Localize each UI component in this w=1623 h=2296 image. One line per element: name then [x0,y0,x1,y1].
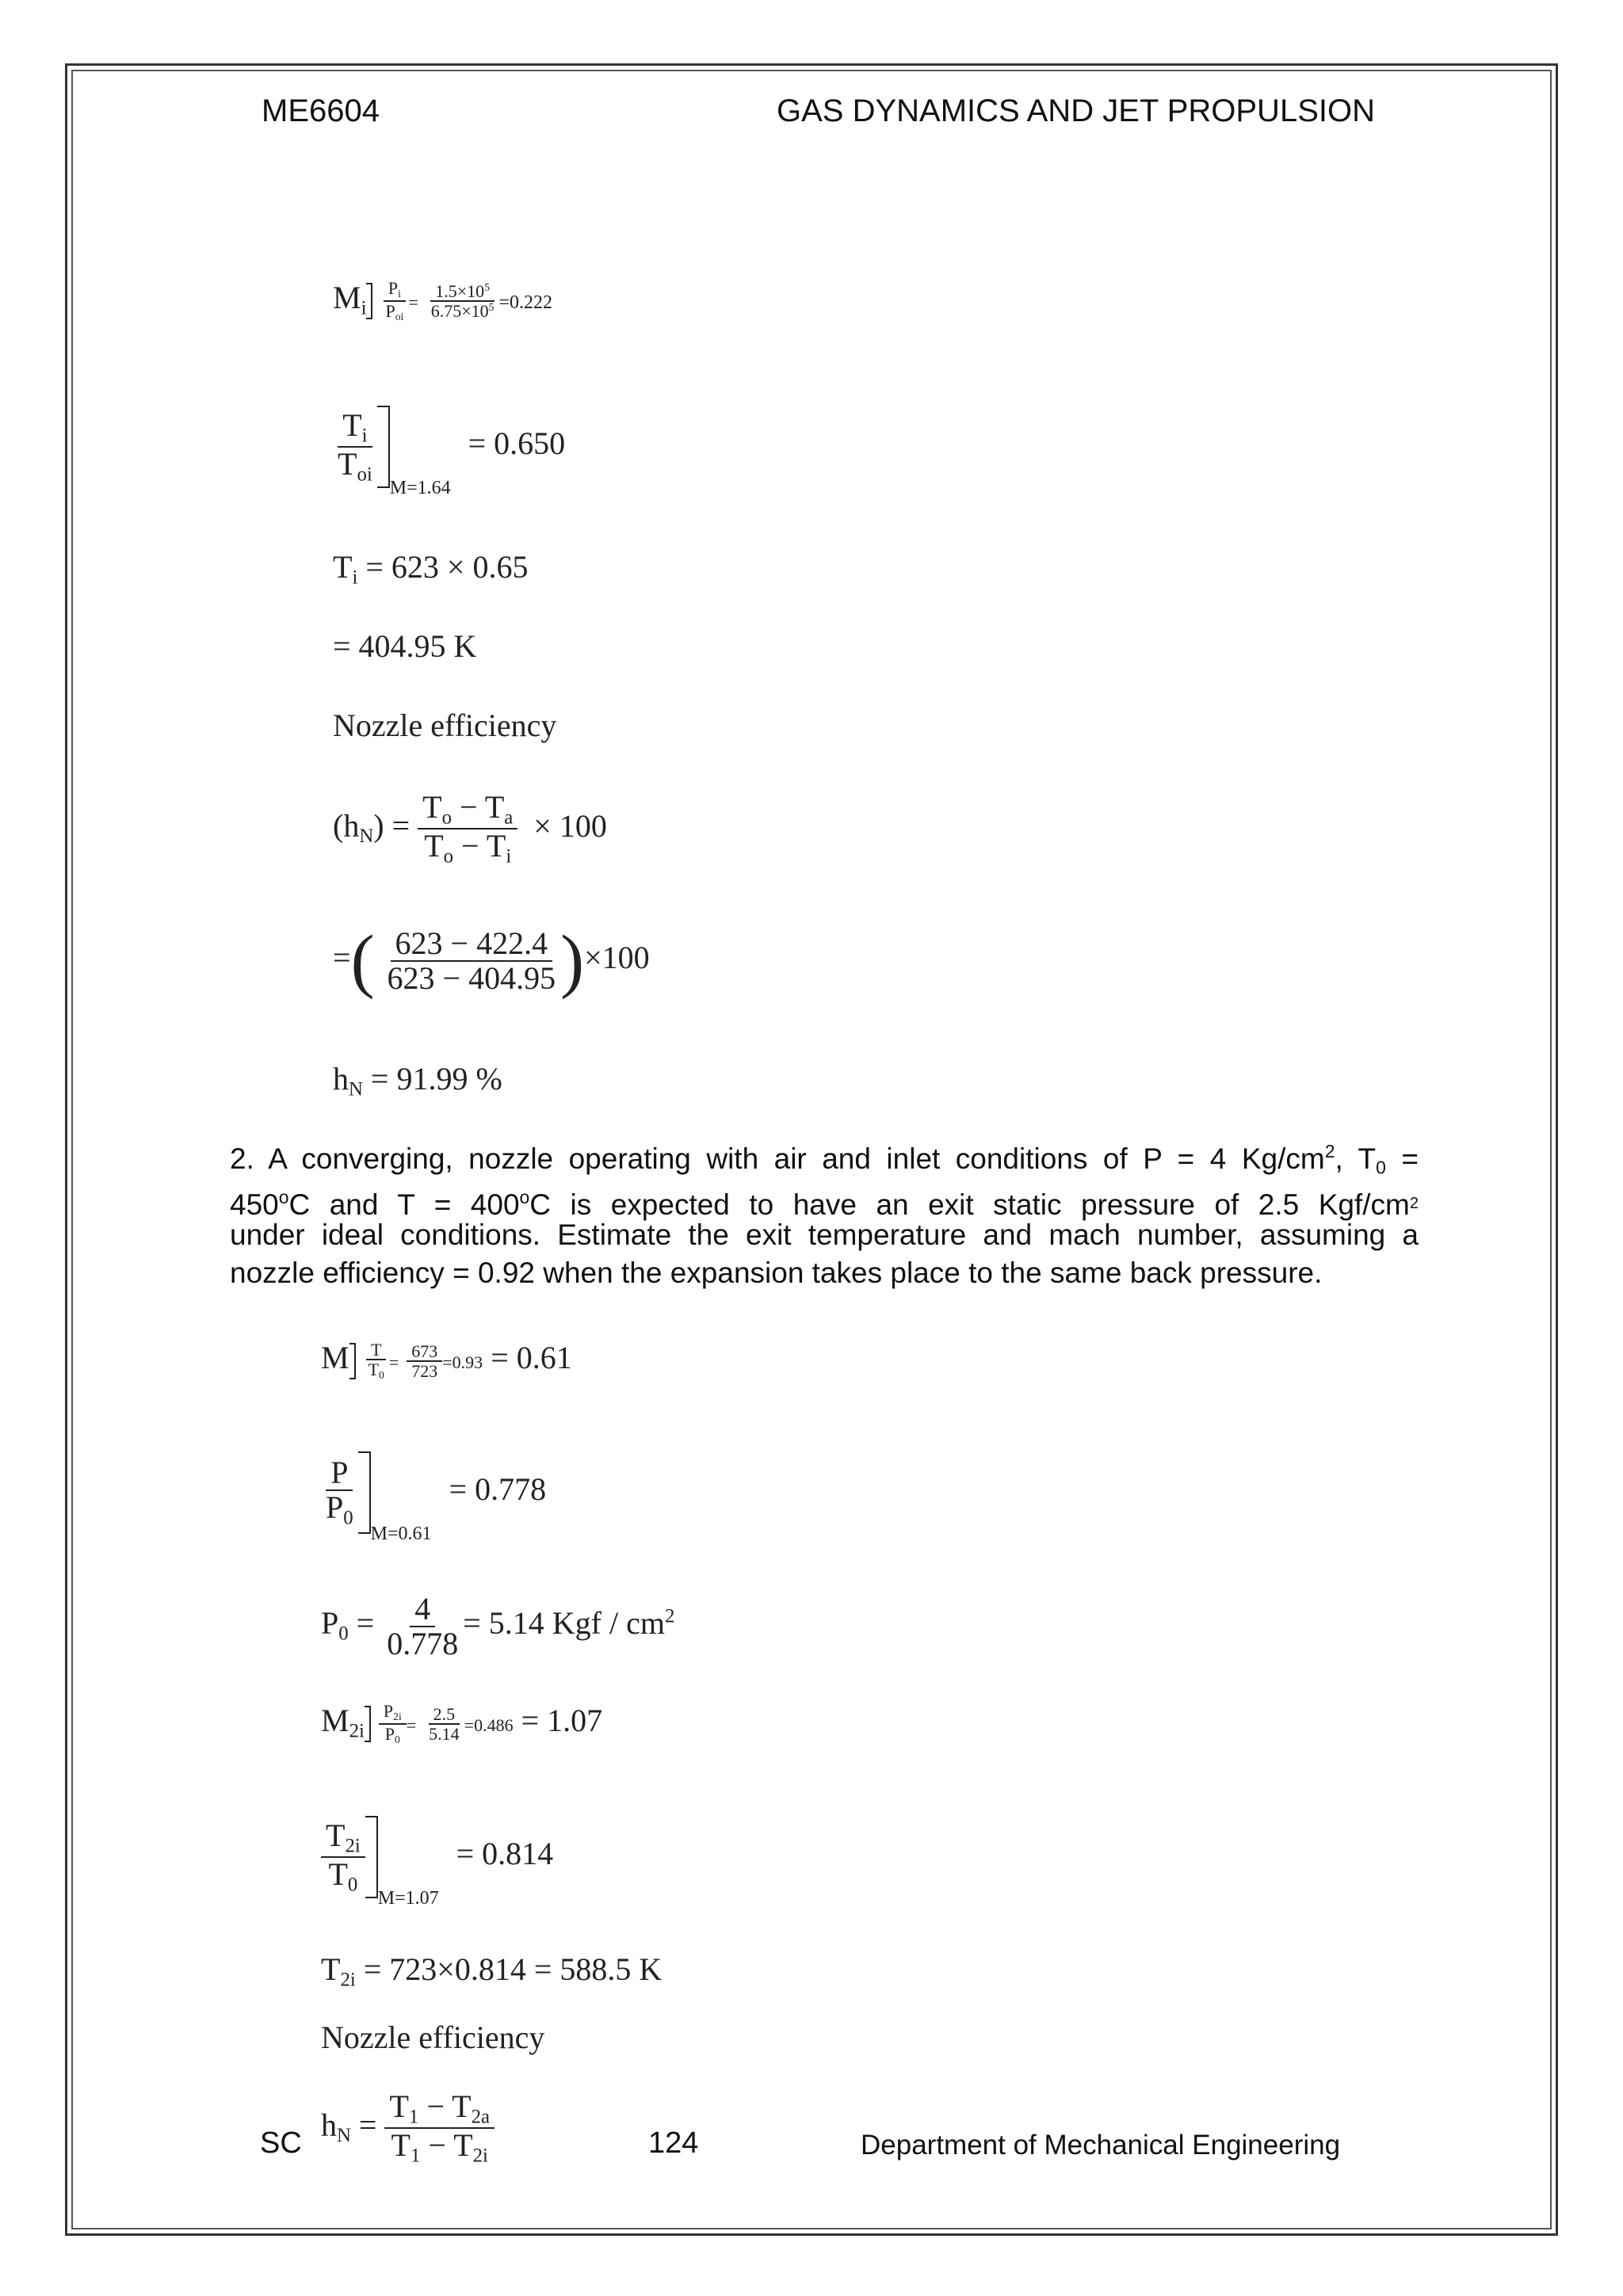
mi-sub: i [361,297,367,319]
nozzle-efficiency-heading-2: Nozzle efficiency [321,2019,545,2055]
ti-ratio-equation [333,406,565,499]
course-title: GAS DYNAMICS AND JET PROPULSION [777,93,1375,128]
efficiency-result-1: $h_N = 91.99$ % [333,1061,502,1100]
ti-calculation: $T_i = 623 \times 0.65$ [333,549,529,589]
efficiency-substitution-1: =( $\frac{623 - 422.4}{623 - 404.95}$ )×100 [333,921,650,1000]
page-number: 124 [648,2126,699,2160]
mi-label: M [333,280,361,315]
p-ratio-equation: $\frac{P}{P_0}$ $_{M=0.61}$ = 0.778 [321,1451,546,1545]
problem-2-statement: 2. A converging, nozzle operating with air and inlet conditions of P = 4 $Kg/cm^2$, $T_0$ = $450^oC$ and $T = 400^oC$ is expected to have an exit static pressure of 2.5 Kgf/$cm^2$ under ideal conditions. Estimate the exit temperature and mach number, assuming a nozzle efficiency = 0.92 when the expansion takes place to the same back pressure. [230,1141,1419,1289]
t2i-ratio-equation: $\frac{T_{2i}}{T_0}$ $_{M=1.07}$ = 0.814 [321,1816,553,1909]
t2i-calculation: $T_{2i} = 723\times 0.814 = 588.5$ K [321,1951,663,1991]
mi-result: =0.222 [498,292,553,313]
ti-ratio-fraction: $\frac{T_i}{T_{oi}}$ [338,406,372,486]
m-equation: M $\frac{T}{T_0}$ = $\frac{673}{723}$ =0.93 = 0.61 [321,1340,572,1382]
efficiency-formula-1: $(h_N)$ = $\frac{T_o - T_a}{T_o - T_i}$ × 100 [333,789,607,868]
course-code: ME6604 [262,93,380,128]
ti-ratio-result: = 0.650 [468,425,566,462]
mi-equation: $M_i$ $\frac{P_i}{P_{oi}}$ = $\frac{1.5\times 10^5}{6.75\times 10^5}$ =0.222 [333,278,553,322]
ti-value: = 404.95 K [333,628,477,664]
ti-ratio-condition: M=1.64 [389,478,451,499]
efficiency-formula-2: $h_N$ = $\frac{T_1 - T_{2a}}{T_1 - T_{2i}}$ [321,2090,495,2167]
mi-value-fraction: $\frac{1.5\times 10^5}{6.75\times 10^5}$ [430,280,495,321]
mi-condition-fraction: $\frac{P_i}{P_{oi}}$ [380,279,408,322]
p0-equation: $P_0$ = $\frac{4}{0.778}$ = 5.14 Kgf / $cm^2$ [321,1591,675,1661]
mi-bracket [366,283,372,319]
footer-department: Department of Mechanical Engineering [861,2130,1341,2161]
nozzle-efficiency-heading-1: Nozzle efficiency [333,707,557,743]
m2i-equation: $M_{2i}$ $\frac{P_{2i}}{P_0}$ = $\frac{2.5}{5.14}$ =0.486 = 1.07 [321,1701,603,1745]
footer-left: SC [260,2126,302,2160]
